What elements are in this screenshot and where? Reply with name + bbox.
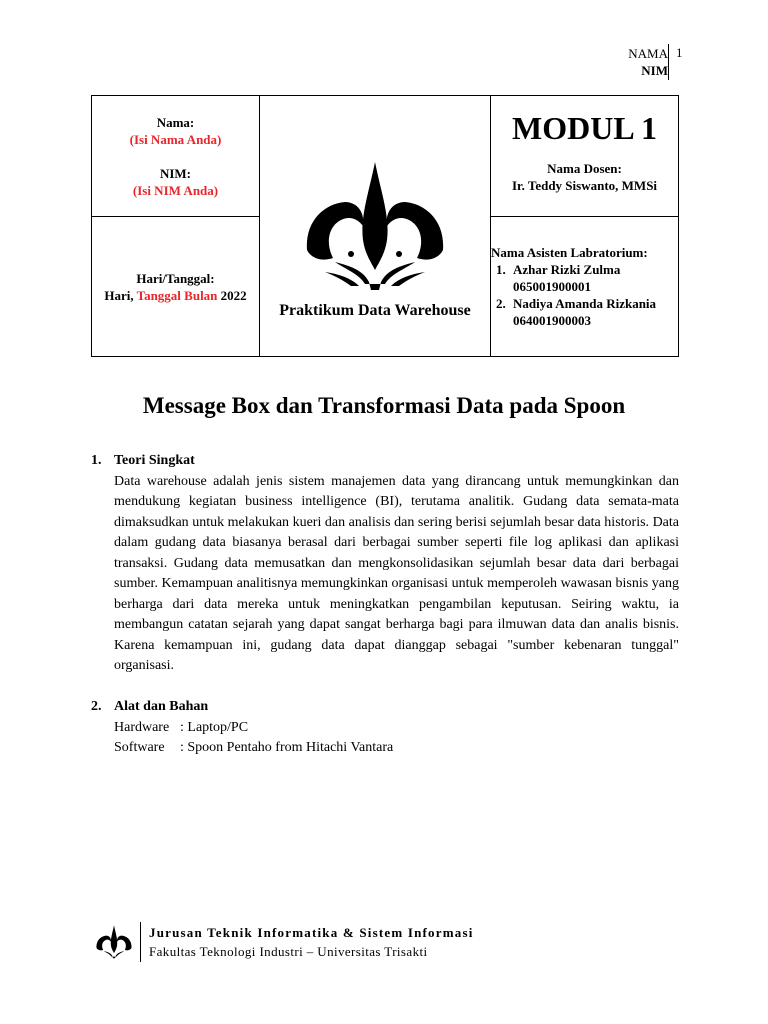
nim-value: (Isi NIM Anda): [132, 182, 219, 198]
section-teori-singkat: [91, 451, 679, 677]
dosen-name: Ir. Teddy Siswanto, MMSi: [511, 178, 658, 193]
footer-divider: [140, 922, 141, 962]
item-value: : Spoon Pentaho from Hitachi Vantara: [180, 740, 394, 755]
section-heading: Teori Singkat: [114, 453, 195, 468]
modul-title: MODUL 1: [512, 110, 657, 146]
item-key: Hardware: [114, 719, 170, 735]
page-number-divider: [668, 44, 669, 80]
document-title: Message Box dan Transformasi Data pada Spoon: [142, 393, 626, 418]
asisten-cell: [491, 217, 679, 357]
page-number: 1: [676, 45, 683, 60]
hari-label: Hari/Tanggal:: [136, 270, 215, 286]
course-name: Praktikum Data Warehouse: [279, 302, 471, 319]
trisakti-logo-small-icon: [96, 925, 132, 959]
asisten-label: Nama Asisten Labratorium:: [491, 245, 648, 260]
date-cell: [92, 217, 260, 357]
footer-faculty: Fakultas Teknologi Industri – Universitas Trisakti: [149, 944, 428, 959]
list-item: [509, 295, 678, 329]
header-nim: NIM: [641, 63, 668, 78]
page-footer: [96, 922, 474, 962]
modul-cell: [491, 96, 679, 217]
section-alat-dan-bahan: [91, 697, 679, 759]
nim-label: NIM:: [159, 165, 192, 181]
asisten-id: 064001900003: [513, 313, 591, 328]
asisten-name: 1. Azhar Rizki Zulma: [513, 262, 621, 277]
section-number: 2.: [91, 699, 102, 714]
item-value: : Laptop/PC: [180, 719, 249, 735]
hari-year: 2022: [220, 287, 247, 303]
trisakti-logo-icon: [305, 162, 445, 292]
nama-value: (Isi Nama Anda): [129, 131, 222, 147]
item-key: Software: [114, 740, 165, 755]
nama-label: Nama:: [156, 114, 195, 130]
section-heading: Alat dan Bahan: [114, 699, 209, 714]
asisten-list: [491, 261, 678, 329]
section-body: Data warehouse adalah jenis sistem manajemen data yang dirancang untuk memungkinkan dan mendukung kegiatan business intelligence (BI), terutama analitik. Gudang data semata-mata dimaksudkan untuk melakukan kueri dan analisis dan sering berisi sejumlah besar data historis. Data dalam gudang data biasanya berasal dari berbagai sumber seperti file log aplikasi dan aplikasi transaksi. Gudang data memusatkan dan mengkonsolidasikan sejumlah besar data dari berbagai sumber. Kemampuan analitisnya memungkinkan organisasi untuk memperoleh wawasan bisnis yang berharga dari data mereka untuk meningkatkan pengambilan keputusan. Seiring waktu, ia membangun catatan sejarah yang dapat sangat berharga bagi para ilmuwan data dan analis bisnis. Karena kemampuan ini, gudang data dapat dianggap sebagai "sumber kebenaran tunggal" organisasi.: [114, 473, 679, 673]
header-nama: NAMA: [628, 46, 668, 61]
asisten-name: 2. Nadiya Amanda Rizkania: [513, 296, 657, 311]
hari-date: Tanggal Bulan: [136, 287, 218, 303]
footer-department: Jurusan Teknik Informatika & Sistem Informasi: [149, 925, 474, 940]
module-header-table: [91, 95, 679, 357]
dosen-label: Nama Dosen:: [547, 161, 622, 176]
section-number: 1.: [91, 453, 102, 468]
asisten-id: 065001900001: [513, 279, 591, 294]
student-info-cell: [92, 96, 260, 217]
page-header: [628, 45, 668, 79]
hari-prefix: Hari,: [104, 287, 134, 303]
list-item: [114, 718, 679, 739]
list-item: [114, 738, 679, 759]
list-item: [509, 261, 678, 295]
logo-cell: [260, 96, 491, 357]
